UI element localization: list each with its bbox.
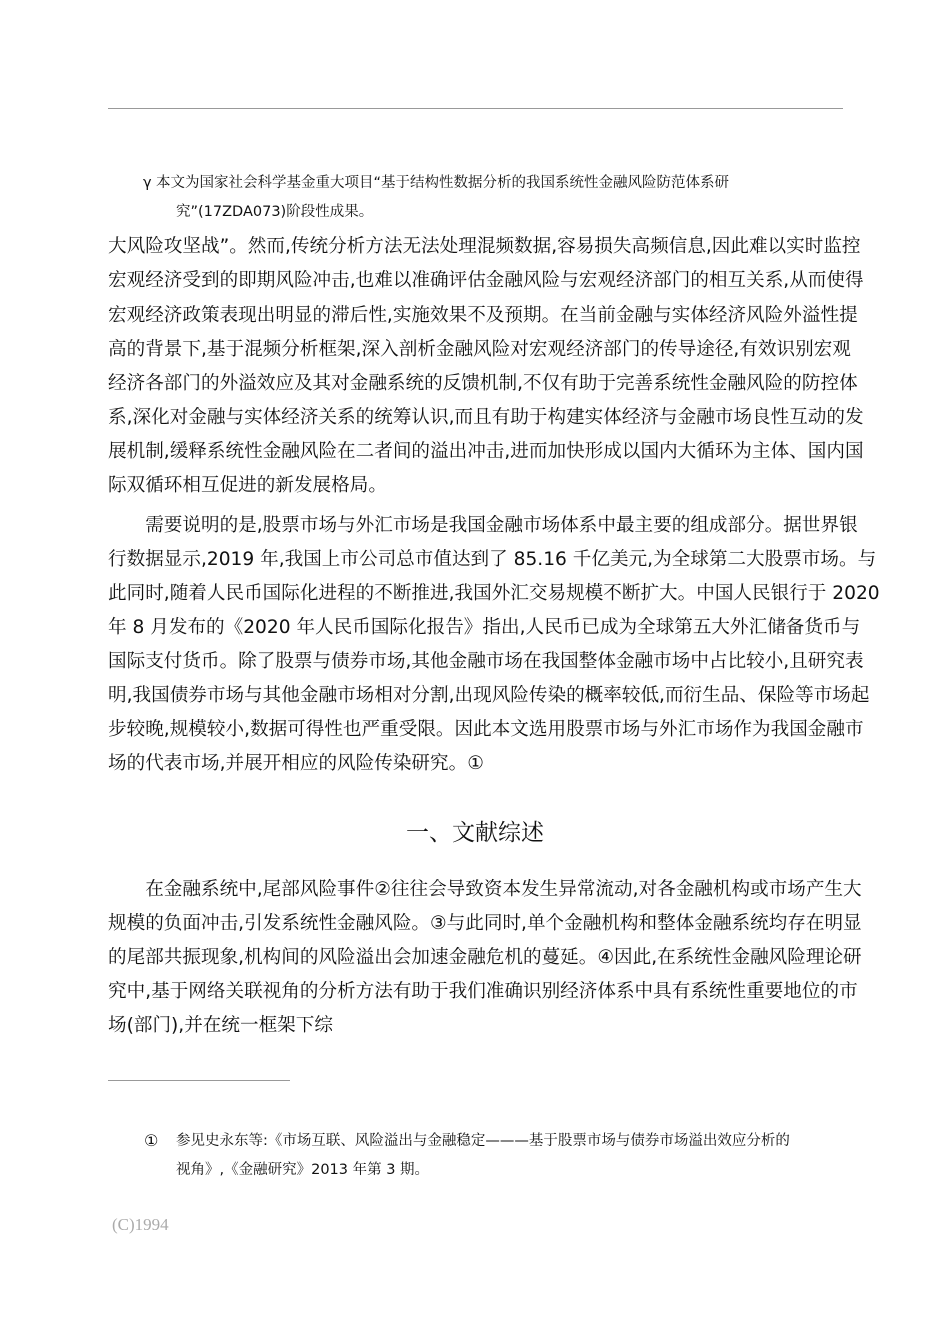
footnote-line: 参见史永东等:《市场互联、风险溢出与金融稳定———基于股票市场与债券市场溢出效应分析的	[176, 1133, 790, 1149]
paragraph-line: 宏观经济政策表现出明显的滞后性,实施效果不及预期。在当前金融与实体经济风险外溢性提	[108, 305, 858, 326]
paragraph-line: 经济各部门的外溢效应及其对金融系统的反馈机制,不仅有助于完善系统性金融风险的防控体	[108, 373, 858, 394]
paragraph-line: 宏观经济受到的即期风险冲击,也难以准确评估金融风险与宏观经济部门的相互关系,从而使得	[108, 270, 864, 291]
copyright-watermark: (C)1994	[112, 1215, 169, 1234]
paragraph-line: 大风险攻坚战”。然而,传统分析方法无法处理混频数据,容易损失高频信息,因此难以实时监控	[108, 236, 861, 257]
paragraph-line: 的尾部共振现象,机构间的风险溢出会加速金融危机的蔓延。④因此,在系统性金融风险理论研	[108, 947, 862, 968]
paragraph-line: 此同时,随着人民币国际化进程的不断推进,我国外汇交易规模不断扩大。中国人民银行于 2020	[108, 583, 880, 604]
paragraph-line: 需要说明的是,股票市场与外汇市场是我国金融市场体系中最主要的组成部分。据世界银	[108, 515, 858, 536]
paragraph-line: 究中,基于网络关联视角的分析方法有助于我们准确识别经济体系中具有系统性重要地位的市	[108, 981, 858, 1002]
paragraph-line: 明,我国债券市场与其他金融市场相对分割,出现风险传染的概率较低,而衍生品、保险等市场起	[108, 685, 870, 706]
funding-note-line: 本文为国家社会科学基金重大项目“基于结构性数据分析的我国系统性金融风险防范体系研	[156, 175, 730, 191]
funding-note-marker: γ	[143, 175, 152, 191]
paragraph-line: 场的代表市场,并展开相应的风险传染研究。①	[108, 753, 484, 774]
section-heading: 一、文献综述	[406, 820, 544, 846]
paragraph-line: 年 8 月发布的《2020 年人民币国际化报告》指出,人民币已成为全球第五大外汇储备货币与	[108, 617, 861, 638]
paragraph-line: 国际支付货币。除了股票与债券市场,其他金融市场在我国整体金融市场中占比较小,且研究表	[108, 651, 864, 672]
paragraph-line: 高的背景下,基于混频分析框架,深入剖析金融风险对宏观经济部门的传导途径,有效识别宏观	[108, 339, 851, 360]
paragraph-line: 展机制,缓释系统性金融风险在二者间的溢出冲击,进而加快形成以国内大循环为主体、国内国	[108, 441, 864, 462]
paragraph-line: 在金融系统中,尾部风险事件②往往会导致资本发生异常流动,对各金融机构或市场产生大	[108, 879, 862, 900]
footnote-line: 视角》,《金融研究》2013 年第 3 期。	[176, 1162, 430, 1178]
header-rule	[108, 108, 843, 109]
footnote-rule	[108, 1080, 290, 1081]
paragraph-line: 行数据显示,2019 年,我国上市公司总市值达到了 85.16 千亿美元,为全球第二大股票市场。与	[108, 549, 877, 570]
paragraph-line: 步较晚,规模较小,数据可得性也严重受限。因此本文选用股票市场与外汇市场作为我国金融市	[108, 719, 864, 740]
paragraph-line: 际双循环相互促进的新发展格局。	[108, 475, 387, 496]
paragraph-line: 规模的负面冲击,引发系统性金融风险。③与此同时,单个金融机构和整体金融系统均存在明显	[108, 913, 862, 934]
footnote-marker: ①	[144, 1131, 159, 1150]
funding-note-line: 究”(17ZDA073)阶段性成果。	[176, 204, 374, 220]
paragraph-line: 场(部门),并在统一框架下综	[108, 1015, 333, 1036]
paragraph-line: 系,深化对金融与实体经济关系的统筹认识,而且有助于构建实体经济与金融市场良性互动的发	[108, 407, 864, 428]
